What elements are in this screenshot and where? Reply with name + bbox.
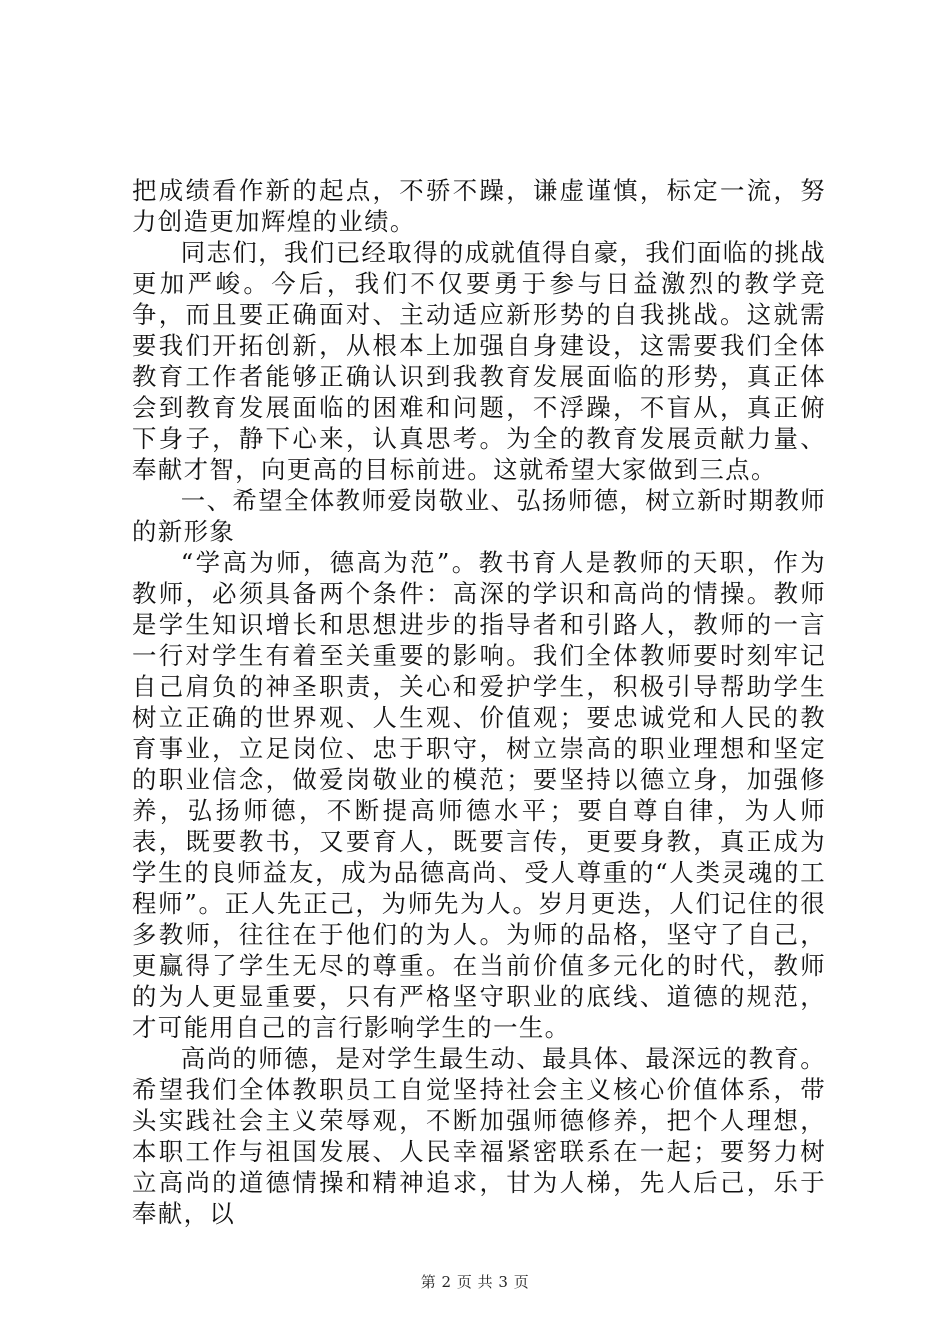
paragraph-3: “学高为师，德高为范”。教书育人是教师的天职，作为教师，必须具备两个条件：高深的学识和高尚的情操。教师是学生知识增长和思想进步的指导者和引路人，教师的一言一行对学生有着至关重要的影响。我们全体教师要时刻牢记自己肩负的神圣职责，关心和爱护学生，积极引导帮助学生树立正确的世界观、人生观、价值观；要忠诚党和人民的教育事业，立足岗位、忠于职守，树立崇高的职业理想和坚定的职业信念，做爱岗敬业的模范；要坚持以德立身，加强修养，弘扬师德，不断提高师德水平；要自尊自律，为人师表，既要教书，又要育人，既要言传，更要身教，真正成为学生的良师益友，成为品德高尚、受人尊重的“人类灵魂的工程师”。正人先正己，为师先为人。岁月更迭，人们记住的很多教师，往往在于他们的为人。为师的品格，坚守了自己，更赢得了学生无尽的尊重。在当前价值多元化的时代，教师的为人更显重要，只有严格坚守职业的底线、道德的规范，才可能用自己的言行影响学生的一生。 (132, 548, 826, 1042)
document-body (132, 175, 826, 1229)
section-heading-1: 一、希望全体教师爱岗敬业、弘扬师德，树立新时期教师的新形象 (132, 486, 826, 546)
paragraph-4: 高尚的师德，是对学生最生动、最具体、最深远的教育。希望我们全体教职员工自觉坚持社会主义核心价值体系，带头实践社会主义荣辱观，不断加强师德修养，把个人理想，本职工作与祖国发展、人民幸福紧密联系在一起；要努力树立高尚的道德情操和精神追求，甘为人梯，先人后己，乐于奉献，以 (132, 1044, 826, 1228)
paragraph-1: 把成绩看作新的起点，不骄不躁，谦虚谨慎，标定一流，努力创造更加辉煌的业绩。 (132, 176, 826, 236)
page-number-footer: 第 2 页 共 3 页 (420, 1273, 530, 1291)
paragraph-2: 同志们，我们已经取得的成就值得自豪，我们面临的挑战更加严峻。今后，我们不仅要勇于参与日益激烈的教学竞争，而且要正确面对、主动适应新形势的自我挑战。这就需要我们开拓创新，从根本上加强自身建设，这需要我们全体教育工作者能够正确认识到我教育发展面临的形势，真正体会到教育发展面临的困难和问题，不浮躁，不盲从，真正俯下身子，静下心来，认真思考。为全的教育发展贡献力量、奉献才智，向更高的目标前进。这就希望大家做到三点。 (132, 238, 826, 484)
